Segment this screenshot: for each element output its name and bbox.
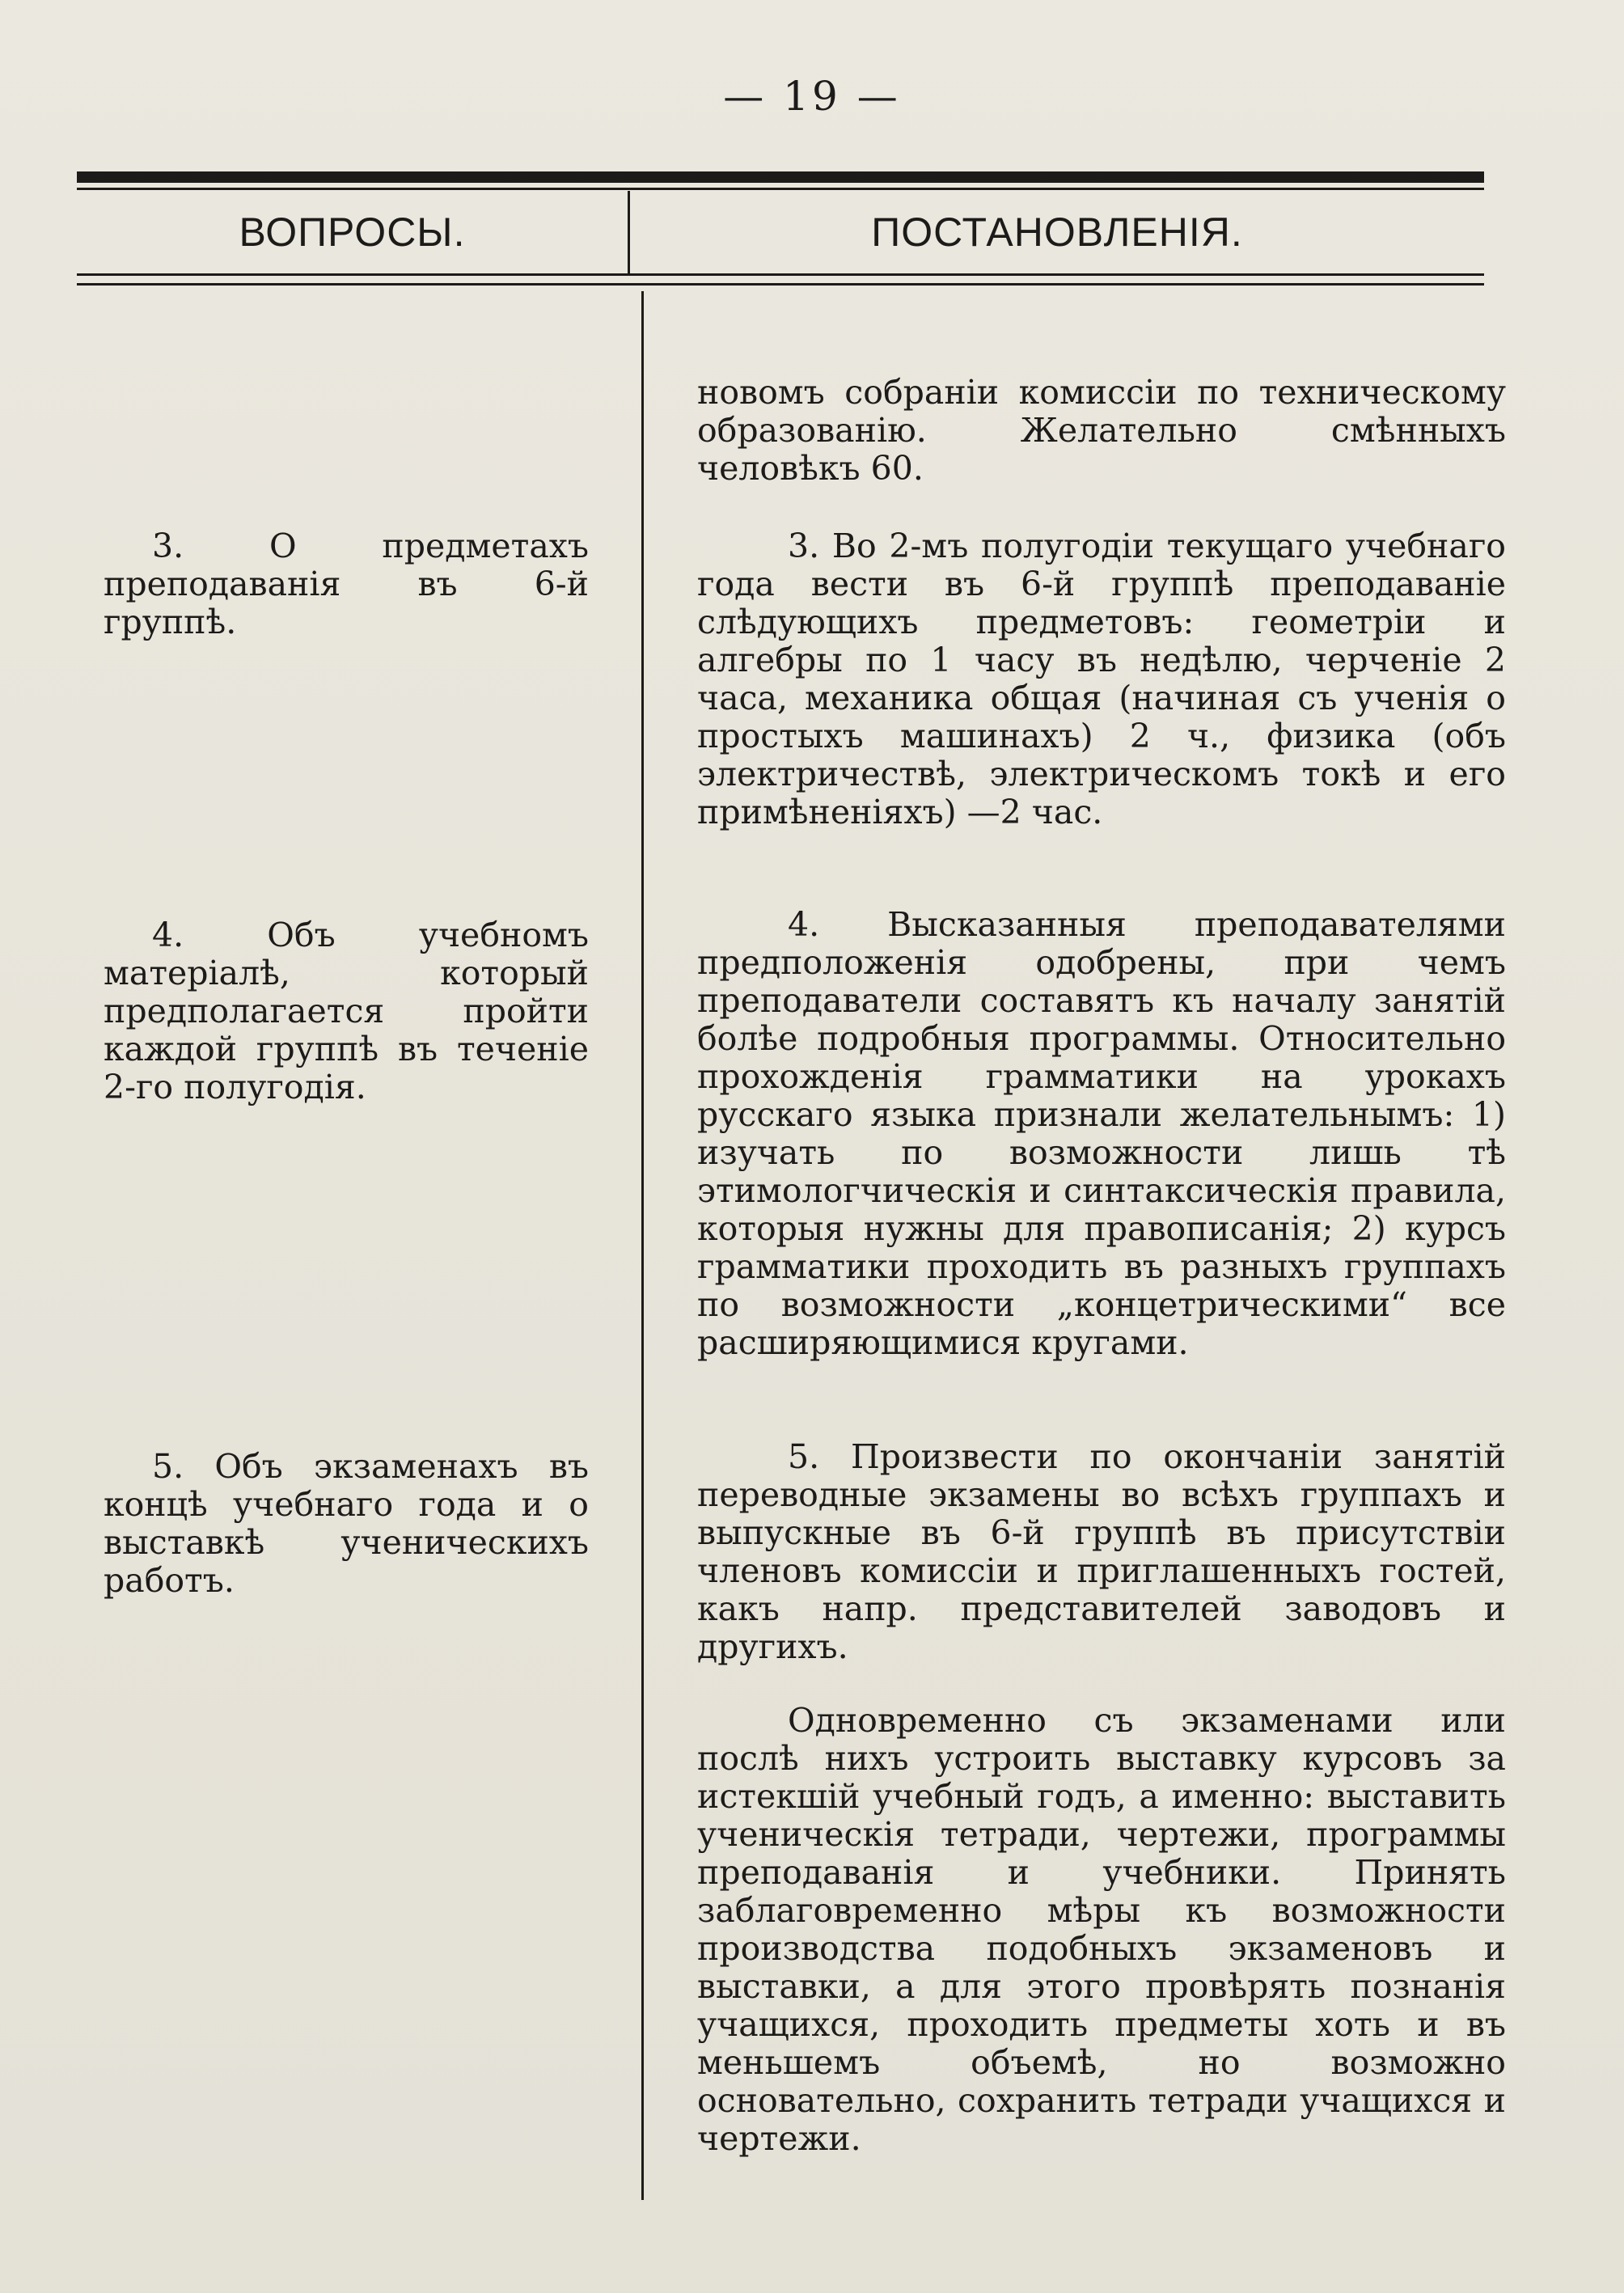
column-divider	[641, 291, 644, 2200]
resolution-continuation: новомъ собраніи комиссіи по техническому образованію. Желательно смѣнныхъ человѣкъ 60.	[697, 373, 1506, 488]
header-rule-thin	[77, 188, 1484, 190]
header-bottom-rule-2	[77, 283, 1484, 286]
resolution-4: 4. Высказанныя преподавателями предположенія одобрены, при чемъ преподаватели составятъ къ началу занятій болѣе подробныя программы. Относительно прохожденія грамматики на урокахъ русскаго языка признали желательнымъ: 1) изучать по возможности лишь тѣ этимологчическія и синтаксическія правила, которыя нужны для правописанія; 2) курсъ грамматики проходить въ разныхъ группахъ по возможности „концетрическими“ все расширяющимися кругами.	[697, 905, 1506, 1362]
resolution-5-continued: Одновременно съ экзаменами или послѣ нихъ устроить выставку курсовъ за истекшій учебный годъ, а именно: выставить ученическія тетради, чертежи, программы преподаванія и учебники. Принять заблаговременно мѣры къ возможности производства подобныхъ экзаменовъ и выставки, а для этого провѣрять познанія учащихся, проходить предметы хоть и въ меньшемъ объемѣ, но возможно основательно, сохранить тетради учащихся и чертежи.	[697, 1701, 1506, 2158]
question-5: 5. Объ экзаменахъ въ концѣ учебнаго года и о выставкѣ ученическихъ работъ.	[104, 1447, 589, 1600]
resolution-5: 5. Произвести по окончаніи занятій переводные экзамены во всѣхъ группахъ и выпускные въ 6-й группѣ въ присутствіи членовъ комиссіи и приглашенныхъ гостей, какъ напр. представителей заводовъ и другихъ.	[697, 1437, 1506, 1666]
page-number: — 19 —	[723, 73, 901, 120]
header-rule-thick	[77, 171, 1484, 183]
question-3: 3. О предметахъ преподаванія въ 6-й группѣ.	[104, 527, 589, 641]
resolution-3: 3. Во 2-мъ полугодіи текущаго учебнаго года вести въ 6-й группѣ преподаваніе слѣдующихъ предметовъ: геометріи и алгебры по 1 часу въ недѣлю, черченіе 2 часа, механика общая (начиная съ ученія о простыхъ машинахъ) 2 ч., физика (объ электричествѣ, электрическомъ токѣ и его примѣненіяхъ) —2 час.	[697, 527, 1506, 831]
column-header-questions: ВОПРОСЫ.	[239, 209, 466, 255]
column-header-resolutions: ПОСТАНОВЛЕНІЯ.	[871, 209, 1243, 255]
question-4: 4. Объ учебномъ матеріалѣ, который предполагается пройти каждой группѣ въ теченіе 2-го полугодія.	[104, 916, 589, 1106]
header-bottom-rule-1	[77, 273, 1484, 276]
